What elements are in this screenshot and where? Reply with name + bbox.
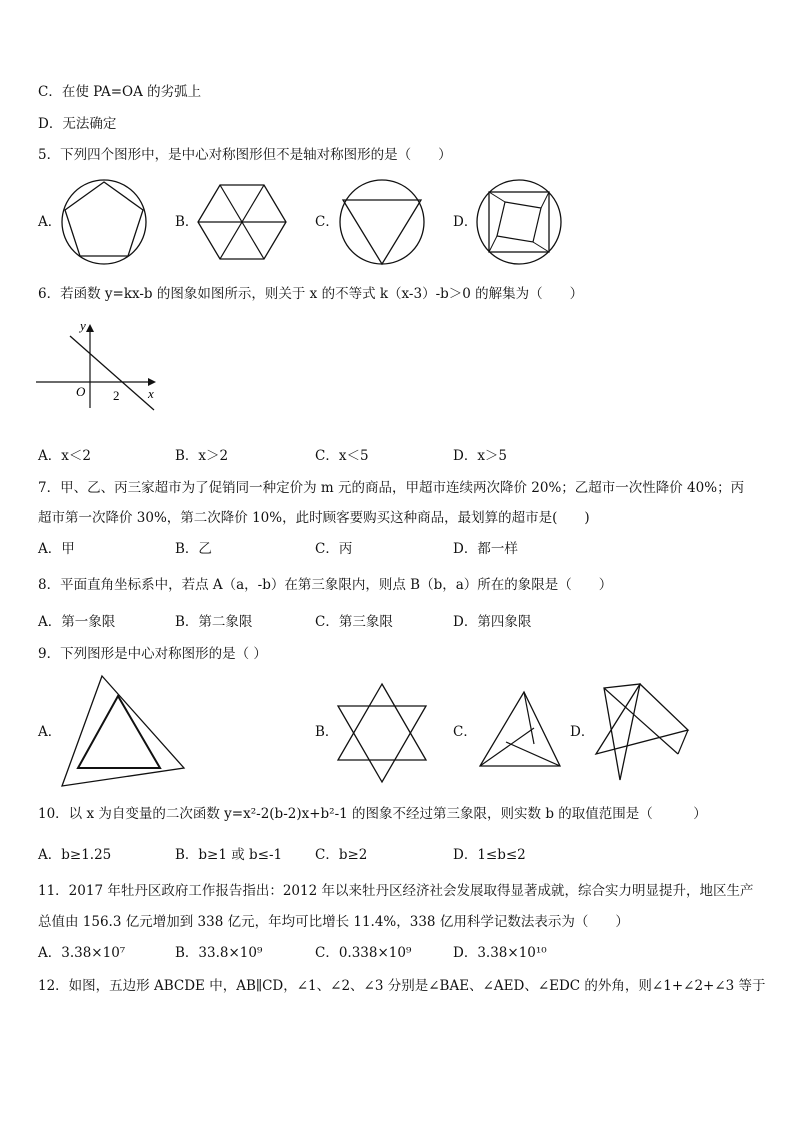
q9-stem: 9．下列图形是中心对称图形的是（ ） (38, 646, 267, 662)
q6-option-d: D．x＞5 (453, 448, 508, 464)
q5-figure-d-squares-in-circle (475, 178, 565, 268)
q7-stem-line2: 超市第一次降价 30%，第二次降价 10%，此时顾客要购买这种商品，最划算的超市是( ) (38, 510, 590, 526)
q5-label-d: D． (453, 214, 478, 230)
q9-figure-b-hexagram (336, 682, 432, 778)
q10-option-a: A．b≥1.25 (38, 847, 112, 863)
q7-option-d: D．都一样 (453, 541, 518, 557)
q8-option-d: D．第四象限 (453, 614, 532, 630)
q5-label-a: A． (38, 214, 62, 230)
q4-option-c: C．在使 PA=OA 的劣弧上 (38, 84, 202, 100)
q6-y-label: y (80, 318, 86, 333)
q8-option-c: C．第三象限 (315, 614, 393, 630)
q12-stem: 12．如图，五边形 ABCDE 中，AB∥CD，∠1、∠2、∠3 分别是∠BAE、∠AED、∠EDC 的外角，则∠1+∠2+∠3 等于 (38, 978, 766, 994)
q6-stem: 6．若函数 y=kx-b 的图象如图所示，则关于 x 的不等式 k（x-3）-b＞0 的解集为（ ） (38, 286, 584, 302)
q8-option-b: B．第二象限 (175, 614, 253, 630)
q5-figure-c-triangle-in-circle (338, 178, 428, 268)
q9-label-d: D． (570, 724, 595, 740)
q11-stem-line2: 总值由 156.3 亿元增加到 338 亿元，年均可比增长 11.4%，338 亿用科学记数法表示为（ ） (38, 914, 629, 930)
q6-option-a: A．x＜2 (38, 448, 91, 464)
q11-option-a: A．3.38×10⁷ (38, 945, 126, 961)
q4-option-d: D．无法确定 (38, 116, 117, 132)
q9-figure-c-triangle-pinwheel (478, 690, 568, 770)
q7-option-c: C．丙 (315, 541, 353, 557)
q8-stem: 8．平面直角坐标系中，若点 A（a，-b）在第三象限内，则点 B（b，a）所在的象限是（ ） (38, 577, 613, 593)
q6-x-label: x (148, 386, 154, 401)
q5-figure-a-pentagon-in-circle (60, 178, 150, 268)
q9-label-b: B． (315, 724, 339, 740)
q10-option-c: C．b≥2 (315, 847, 368, 863)
q6-function-graph (36, 318, 166, 410)
q5-label-c: C． (315, 214, 339, 230)
q6-x-axis-arrow (148, 378, 156, 386)
q6-origin-label: O (76, 384, 86, 399)
q5-label-b: B． (175, 214, 199, 230)
q9-label-c: C． (453, 724, 477, 740)
q7-option-a: A．甲 (38, 541, 75, 557)
q11-option-d: D．3.38×10¹⁰ (453, 945, 547, 961)
q5-stem: 5．下列四个图形中，是中心对称图形但不是轴对称图形的是（ ） (38, 147, 452, 163)
q6-option-b: B．x＞2 (175, 448, 229, 464)
q6-y-axis-arrow (86, 324, 94, 332)
q10-stem: 10．以 x 为自变量的二次函数 y=x²-2(b-2)x+b²-1 的图象不经过第三象限，则实数 b 的取值范围是（ ） (38, 806, 707, 822)
q9-figure-d-crossed-triangles (592, 682, 692, 782)
q9-figure-a-nested-triangles (60, 672, 190, 792)
q10-option-b: B．b≥1 或 b≤-1 (175, 847, 283, 863)
q11-option-c: C．0.338×10⁹ (315, 945, 412, 961)
q10-option-d: D．1≤b≤2 (453, 847, 526, 863)
q11-stem-line1: 11．2017 年牡丹区政府工作报告指出：2012 年以来牡丹区经济社会发展取得显著成就，综合实力明显提升，地区生产 (38, 883, 754, 899)
q8-option-a: A．第一象限 (38, 614, 116, 630)
q7-option-b: B．乙 (175, 541, 212, 557)
q6-option-c: C．x＜5 (315, 448, 369, 464)
q7-stem-line1: 7．甲、乙、丙三家超市为了促销同一种定价为 m 元的商品，甲超市连续两次降价 20%；乙超市一次性降价 40%；丙 (38, 480, 745, 496)
q6-intercept-label: 2 (113, 388, 120, 403)
q11-option-b: B．33.8×10⁹ (175, 945, 263, 961)
q5-figure-b-hexagon (198, 183, 288, 263)
q9-label-a: A． (38, 724, 62, 740)
